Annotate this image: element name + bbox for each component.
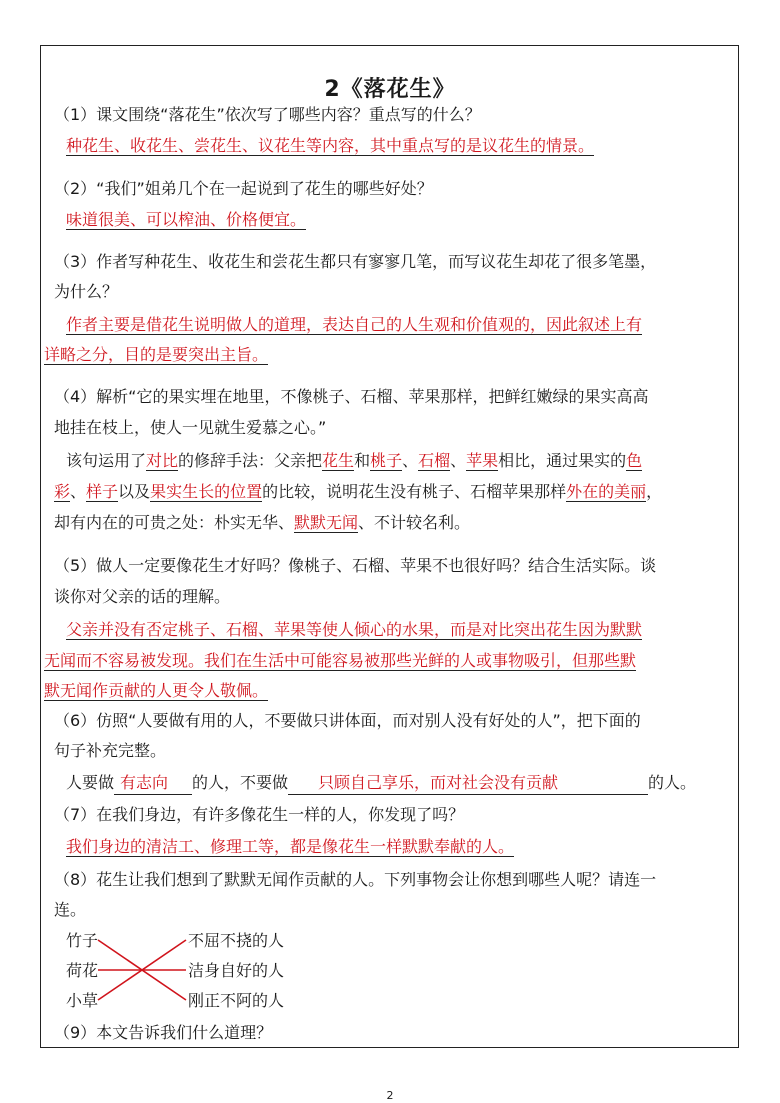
q4-blank-shape: 样子 — [86, 482, 119, 501]
match-right-unyielding: 不屈不挠的人 — [188, 931, 285, 950]
q4-blank-beauty: 外在的美丽 — [566, 482, 647, 501]
q3-answer-text1: 作者主要是借花生说明做人的道理，表达自己的人生观和价值观的，因此叙述上有 — [66, 315, 643, 334]
q6-question-line1: （6）仿照“人要做有用的人，不要做只讲体面，而对别人没有好处的人”，把下面的 — [54, 711, 641, 730]
q2-answer-text: 味道很美、可以榨油、价格便宜。 — [66, 210, 307, 229]
q4-text: 、不计较名利。 — [358, 513, 471, 532]
q5-answer-text2: 无闻而不容易被发现。我们在生活中可能容易被那些光鲜的人或事物吸引，但那些默 — [44, 651, 637, 670]
q3-answer-line1 — [66, 314, 642, 336]
q4-text: 、 — [450, 451, 467, 470]
q4-text: 该句运用了 — [66, 451, 147, 470]
q9-question: （9）本文告诉我们什么道理？ — [54, 1023, 273, 1042]
q6-text: 人要做 — [66, 773, 115, 792]
q5-answer-line3 — [44, 680, 268, 702]
q6-blank2: 只顾自己享乐，而对社会没有贡献 — [288, 772, 648, 795]
match-right-upright: 刚正不阿的人 — [188, 991, 285, 1010]
match-left-bamboo: 竹子 — [66, 931, 99, 950]
q4-text: ， — [646, 482, 663, 501]
q6-text: 的人，不要做 — [192, 773, 289, 792]
q4-blank-pomegranate: 石榴 — [418, 451, 451, 470]
q2-question: （2）“我们”姐弟几个在一起说到了花生的哪些好处？ — [54, 179, 433, 198]
q4-question-line2: 地挂在枝上，使人一见就生爱慕之心。” — [54, 418, 327, 437]
q4-question-line1: （4）解析“它的果实埋在地里，不像桃子、石榴、苹果那样，把鲜红嫩绿的果实高高 — [54, 387, 649, 406]
q4-text: 的修辞手法：父亲把 — [178, 451, 323, 470]
q4-analysis-line1 — [66, 450, 642, 472]
q4-blank-silent: 默默无闻 — [294, 513, 359, 532]
match-left-grass: 小草 — [66, 991, 99, 1010]
q8-question-line2: 连。 — [54, 900, 87, 919]
q3-answer-line2 — [44, 344, 268, 366]
q1-question: （1）课文围绕“落花生”依次写了哪些内容？重点写的什么？ — [54, 105, 481, 124]
match-left-lotus: 荷花 — [66, 961, 99, 980]
q1-answer-text: 种花生、收花生、尝花生、议花生等内容，其中重点写的是议花生的情景。 — [66, 136, 595, 155]
q7-question: （7）在我们身边，有许多像花生一样的人，你发现了吗？ — [54, 805, 465, 824]
q6-text: 的人。 — [648, 773, 697, 792]
page-title: 2《落花生》 — [324, 77, 456, 102]
q3-question-line1: （3）作者写种花生、收花生和尝花生都只有寥寥几笔，而写议花生却花了很多笔墨， — [54, 252, 657, 271]
q5-answer-line1 — [66, 619, 642, 641]
q5-answer-text1: 父亲并没有否定桃子、石榴、苹果等使人倾心的水果，而是对比突出花生因为默默 — [66, 620, 643, 639]
q5-question-line2: 谈你对父亲的话的理解。 — [54, 587, 231, 606]
q5-question-line1: （5）做人一定要像花生才好吗？像桃子、石榴、苹果不也很好吗？结合生活实际。谈 — [54, 556, 657, 575]
q6-sentence — [66, 772, 696, 795]
q5-answer-text3: 默无闻作贡献的人更令人敬佩。 — [44, 681, 269, 700]
q4-blank-color-b: 彩 — [54, 482, 71, 501]
q1-answer — [66, 135, 594, 157]
match-right-pure: 洁身自好的人 — [188, 961, 285, 980]
q4-blank-peanut: 花生 — [322, 451, 355, 470]
q4-analysis-line3 — [54, 512, 470, 534]
q4-blank-color-a: 色 — [626, 451, 643, 470]
q4-text: 却有内在的可贵之处：朴实无华、 — [54, 513, 295, 532]
q6-question-line2: 句子补充完整。 — [54, 741, 167, 760]
q4-blank-contrast: 对比 — [146, 451, 179, 470]
q4-text: 、 — [402, 451, 419, 470]
q4-blank-position: 果实生长的位置 — [150, 482, 263, 501]
q5-answer-line2 — [44, 650, 636, 672]
q4-text: 的比较，说明花生没有桃子、石榴苹果那样 — [262, 482, 567, 501]
q3-answer-text2: 详略之分，目的是要突出主旨。 — [44, 345, 269, 364]
q4-text: 和 — [354, 451, 371, 470]
q4-blank-peach: 桃子 — [370, 451, 403, 470]
q4-text: 相比，通过果实的 — [498, 451, 627, 470]
q4-text: 以及 — [118, 482, 151, 501]
q4-blank-apple: 苹果 — [466, 451, 499, 470]
q6-blank1: 有志向 — [114, 772, 192, 795]
q8-question-line1: （8）花生让我们想到了默默无闻作贡献的人。下列事物会让你想到哪些人呢？请连一 — [54, 870, 657, 889]
q4-text: 、 — [70, 482, 87, 501]
q7-answer-text: 我们身边的清洁工、修理工等，都是像花生一样默默奉献的人。 — [66, 837, 515, 856]
q7-answer — [66, 836, 514, 858]
q2-answer — [66, 209, 306, 231]
q4-analysis-line2 — [54, 481, 662, 503]
q3-question-line2: 为什么？ — [54, 282, 119, 301]
matching-lines — [60, 926, 200, 1016]
page-number: 2 — [386, 1089, 394, 1102]
